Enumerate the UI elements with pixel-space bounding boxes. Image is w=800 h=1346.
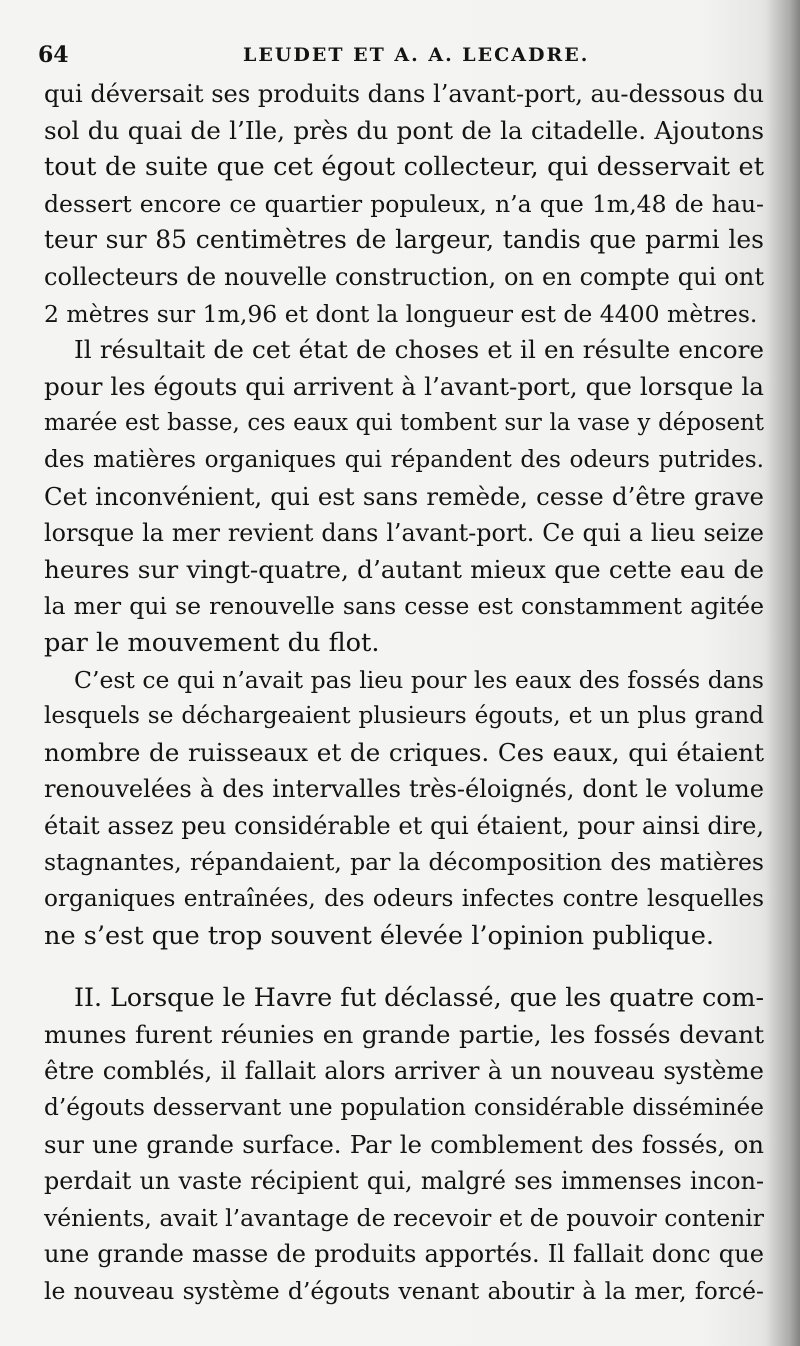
text-line: 2 mètres sur 1m,96 et dont la longueur est de 4400 mètres. [44, 299, 758, 328]
text-line: renouvelées à des intervalles très-éloignés, dont le volume [44, 775, 764, 804]
text-line: nombre de ruisseaux et de criques. Ces eaux, qui étaient [44, 737, 764, 767]
text-line: marée est basse, ces eaux qui tombent sur la vase y déposent [44, 410, 764, 437]
text-line: sur une grande surface. Par le comblement des fossés, on [44, 1129, 764, 1159]
text-line: le nouveau système d’égouts venant aboutir à la mer, forcé- [44, 1277, 764, 1305]
text-line: munes furent réunies en grande partie, les fossés devant [44, 1019, 764, 1049]
running-head: LEUDET ET A. A. LECADRE. [243, 44, 590, 66]
text-line: Il résultait de cet état de choses et il en résulte encore [74, 335, 764, 365]
text-line: II. Lorsque le Havre fut déclassé, que les quatre com- [74, 983, 765, 1013]
text-line: par le mouvement du flot. [44, 627, 380, 658]
text-line: teur sur 85 centimètres de largeur, tandis que parmi les [44, 225, 764, 255]
page-header [38, 38, 758, 72]
text-line: tout de suite que cet égout collecteur, qui desservait et [44, 152, 764, 183]
text-line: ne s’est que trop souvent élevée l’opinion publique. [44, 920, 714, 951]
text-line: dessert encore ce quartier populeux, n’a que 1m,48 de hau- [44, 189, 764, 218]
text-line: organiques entraînées, des odeurs infectes contre lesquelles [44, 885, 764, 913]
text-line: lesquels se déchargeaient plusieurs égouts, et un plus grand [44, 702, 764, 730]
paragraph [44, 76, 764, 332]
text-line: stagnantes, répandaient, par la décomposition des matières [44, 848, 764, 877]
page-number: 64 [38, 42, 69, 68]
text-line: collecteurs de nouvelle construction, on en compte qui ont [44, 262, 764, 291]
paragraph [44, 332, 764, 661]
page-edge-shadow [766, 0, 800, 1346]
text-line: était assez peu considérable et qui étaient, pour ainsi dire, [44, 811, 764, 840]
section-gap [44, 954, 764, 980]
text-line: heures sur vingt-quatre, d’autant mieux que cette eau de [44, 554, 764, 584]
text-line: perdait un vaste récipient qui, malgré ses immenses incon- [44, 1167, 764, 1196]
text-line: la mer qui se renouvelle sans cesse est constamment agitée [44, 592, 764, 621]
text-line: qui déversait ses produits dans l’avant-port, au-dessous du [44, 80, 764, 108]
text-line: d’égouts desservant une population considérable disséminée [44, 1094, 764, 1122]
text-line: des matières organiques qui répandent des odeurs putrides. [44, 445, 764, 473]
text-line: vénients, avait l’avantage de recevoir et de pouvoir contenir [44, 1203, 764, 1232]
body-text [44, 76, 764, 1310]
text-line: lorsque la mer revient dans l’avant-port. Ce qui a lieu seize [44, 519, 764, 548]
text-line: sol du quai de l’Ile, près du pont de la citadelle. Ajoutons [44, 115, 764, 145]
text-line: pour les égouts qui arrivent à l’avant-port, que lorsque la [44, 371, 764, 401]
text-line: C’est ce qui n’avait pas lieu pour les eaux des fossés dans [74, 665, 764, 694]
text-line: être comblés, il fallait alors arriver à un nouveau système [44, 1056, 764, 1086]
text-line: une grande masse de produits apportés. Il fallait donc que [44, 1240, 764, 1269]
text-line: Cet inconvénient, qui est sans remède, cesse d’être grave [44, 481, 764, 511]
paragraph [44, 662, 764, 955]
paragraph [44, 980, 764, 1309]
